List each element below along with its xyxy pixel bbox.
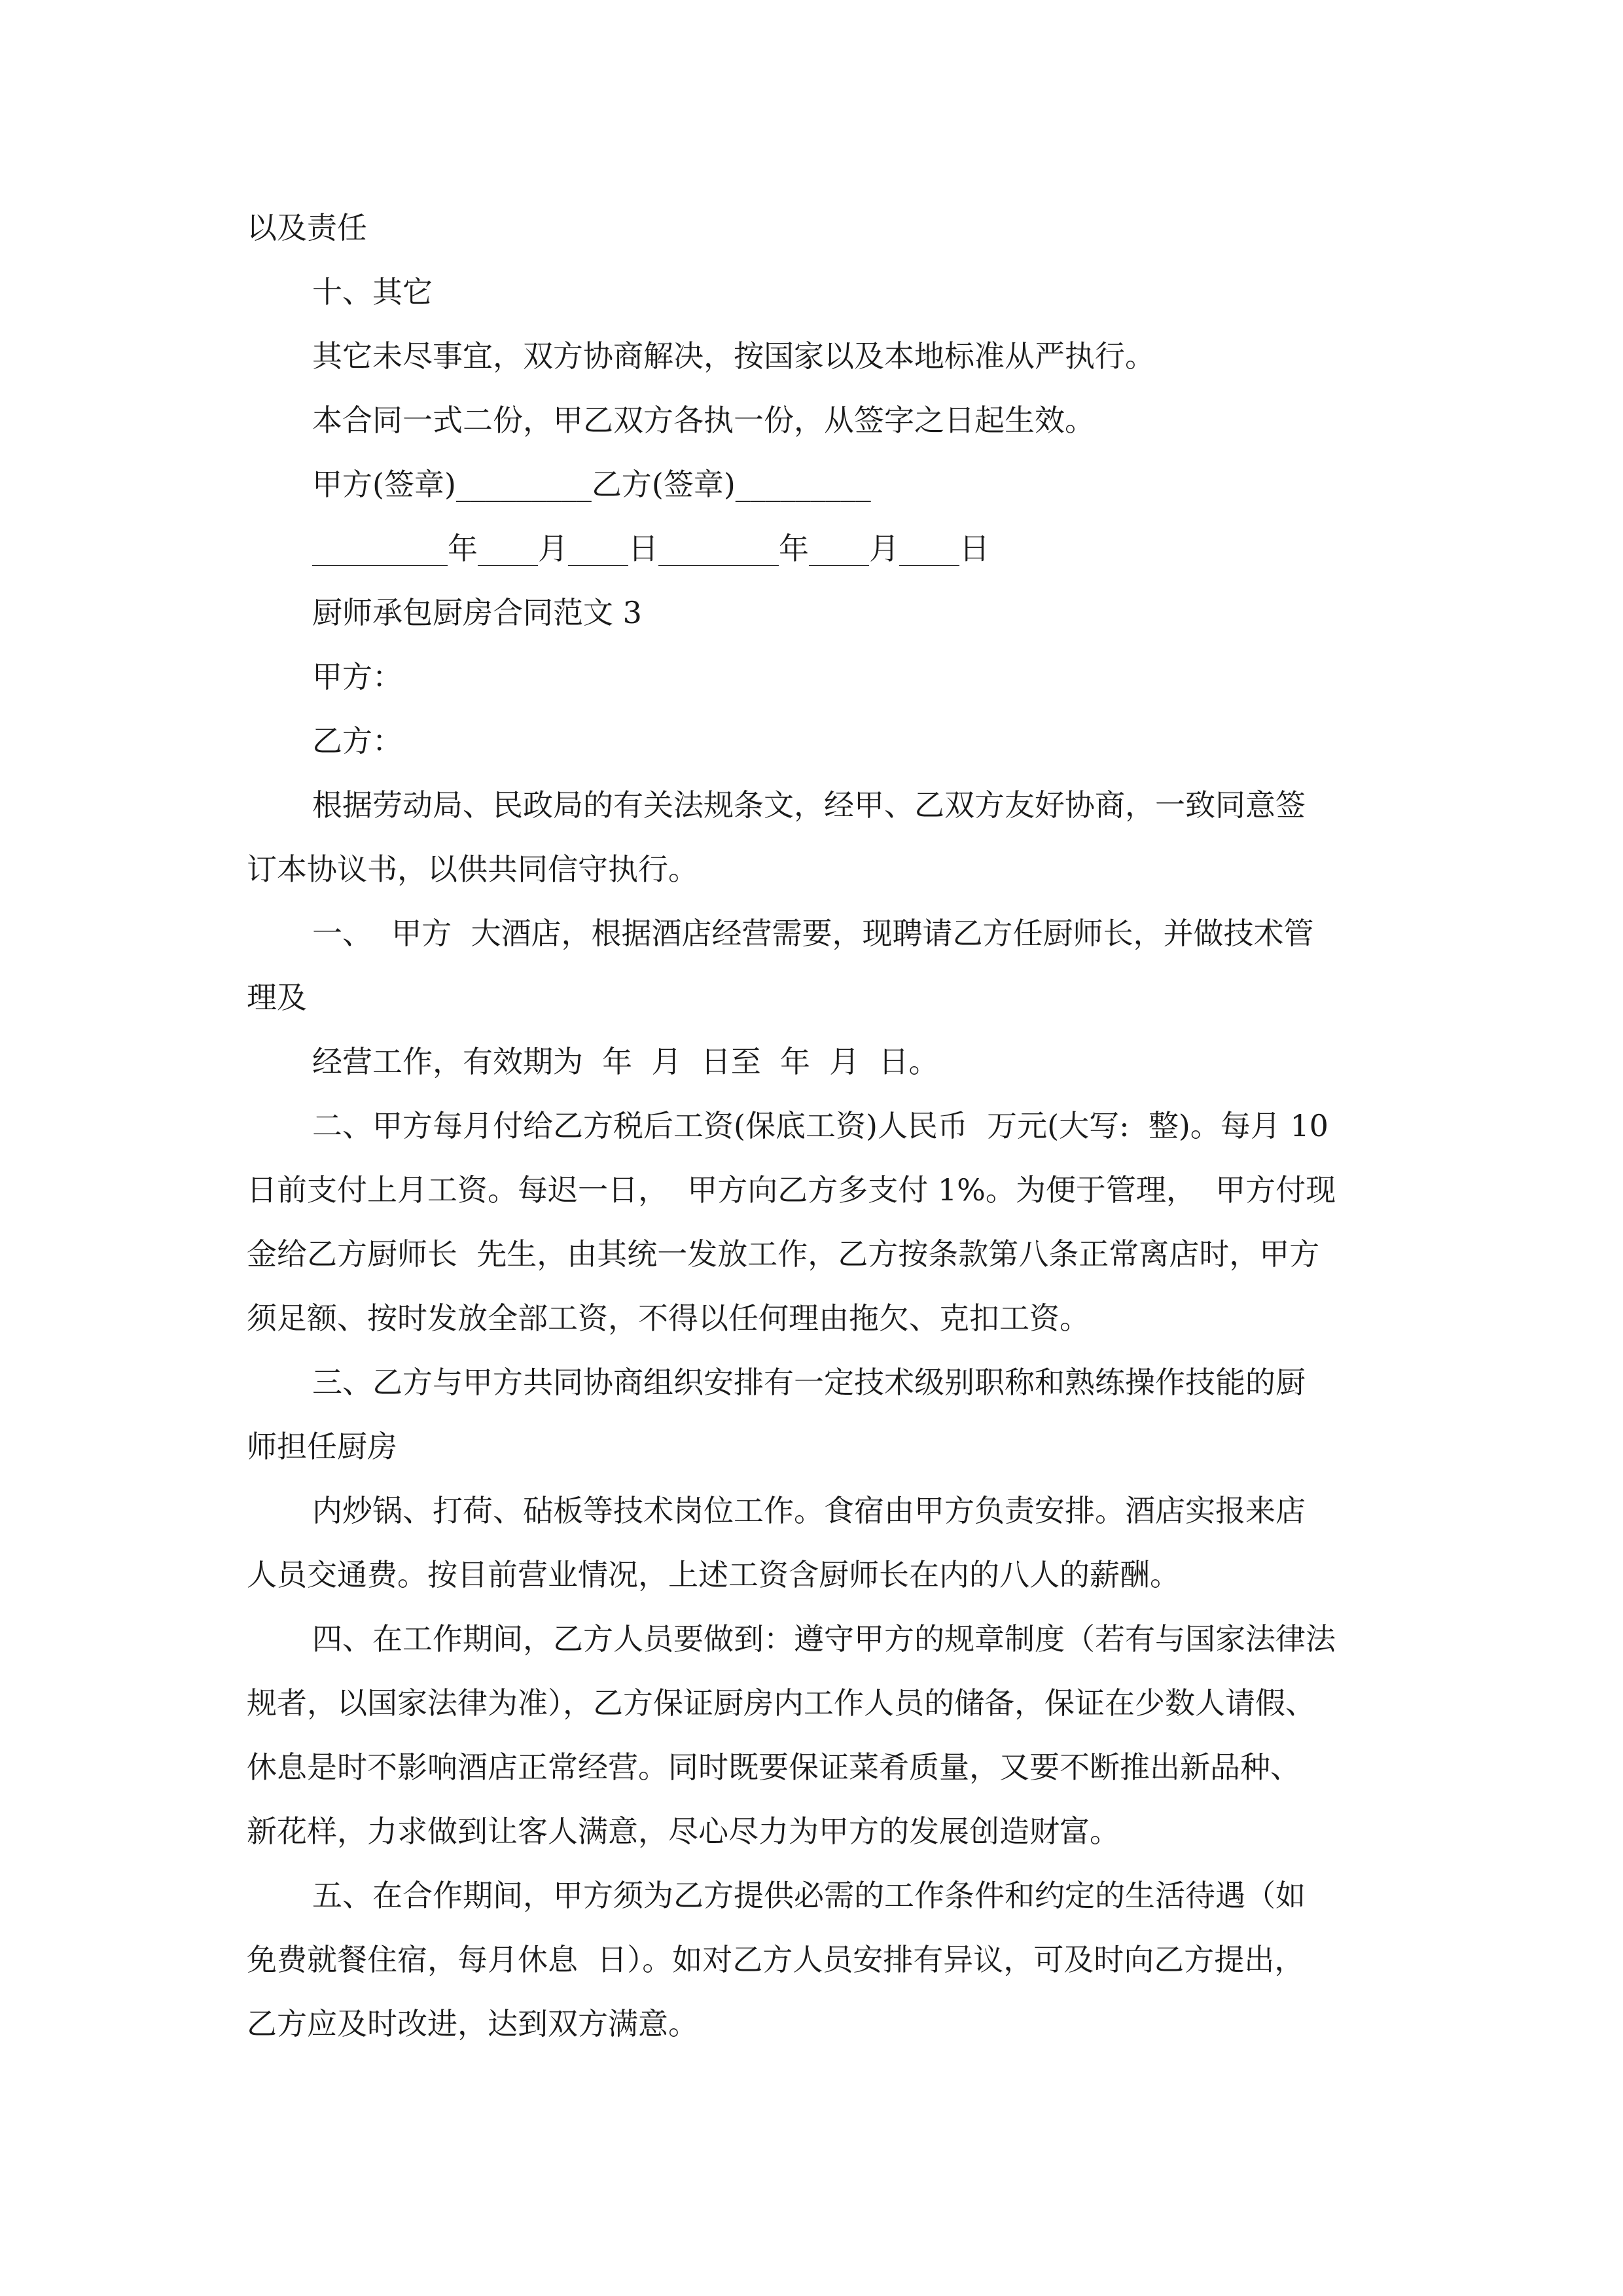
text-line: 金给乙方厨师长 先生，由其统一发放工作，乙方按条款第八条正常离店时，甲方 (247, 1236, 1320, 1272)
text-line: 人员交通费。按目前营业情况，上述工资含厨师长在内的八人的薪酬。 (247, 1557, 1180, 1592)
text-line: 规者，以国家法律为准），乙方保证厨房内工作人员的储备，保证在少数人请假、 (247, 1685, 1315, 1721)
text-line: 师担任厨房 (247, 1429, 397, 1464)
clause-3: 三、乙方与甲方共同协商组织安排有一定技术级别职称和熟练操作技能的厨 (312, 1365, 1306, 1400)
party-a-label: 甲方： (312, 659, 402, 694)
document-title: 厨师承包厨房合同范文 3 (312, 595, 642, 630)
party-b-label: 乙方： (312, 723, 402, 759)
text-line: 以及责任 (247, 210, 367, 245)
text-line: 本合同一式二份，甲乙双方各执一份，从签字之日起生效。 (312, 403, 1095, 438)
text-line: 内炒锅、打荷、砧板等技术岗位工作。食宿由甲方负责安排。酒店实报来店 (312, 1493, 1306, 1528)
clause-2: 二、甲方每月付给乙方税后工资(保底工资)人民币 万元(大写: 整)。每月 10 (312, 1108, 1329, 1143)
text-line: 经营工作，有效期为 年 月 日至 年 月 日。 (312, 1044, 939, 1079)
text-line: 须足额、按时发放全部工资，不得以任何理由拖欠、克扣工资。 (247, 1300, 1090, 1336)
text-line: 新花样，力求做到让客人满意，尽心尽力为甲方的发展创造财富。 (247, 1814, 1120, 1849)
clause-4: 四、在工作期间，乙方人员要做到：遵守甲方的规章制度（若有与国家法律法 (312, 1621, 1336, 1657)
signature-line: 甲方(签章)_________乙方(签章)_________ (312, 467, 871, 502)
text-line: 其它未尽事宜，双方协商解决，按国家以及本地标准从严执行。 (312, 338, 1155, 374)
clause-1: 一、 甲方 大酒店，根据酒店经营需要，现聘请乙方任厨师长，并做技术管 (312, 916, 1314, 951)
text-line: 日前支付上月工资。每迟一日， 甲方向乙方多支付 1%。为便于管理， 甲方付现 (247, 1172, 1336, 1208)
date-line: _________年____月____日________年____月____日 (312, 531, 990, 566)
clause-5: 五、在合作期间，甲方须为乙方提供必需的工作条件和约定的生活待遇（如 (312, 1878, 1306, 1913)
section-heading: 十、其它 (312, 274, 433, 310)
text-line: 根据劳动局、民政局的有关法规条文，经甲、乙双方友好协商，一致同意签 (312, 787, 1306, 823)
text-line: 免费就餐住宿，每月休息 日）。如对乙方人员安排有异议，可及时向乙方提出， (247, 1942, 1305, 1977)
text-line: 订本协议书，以供共同信守执行。 (247, 852, 698, 887)
text-line: 乙方应及时改进，达到双方满意。 (247, 2006, 698, 2041)
text-line: 休息是时不影响酒店正常经营。同时既要保证菜肴质量，又要不断推出新品种、 (247, 1749, 1300, 1785)
text-line: 理及 (247, 980, 307, 1015)
